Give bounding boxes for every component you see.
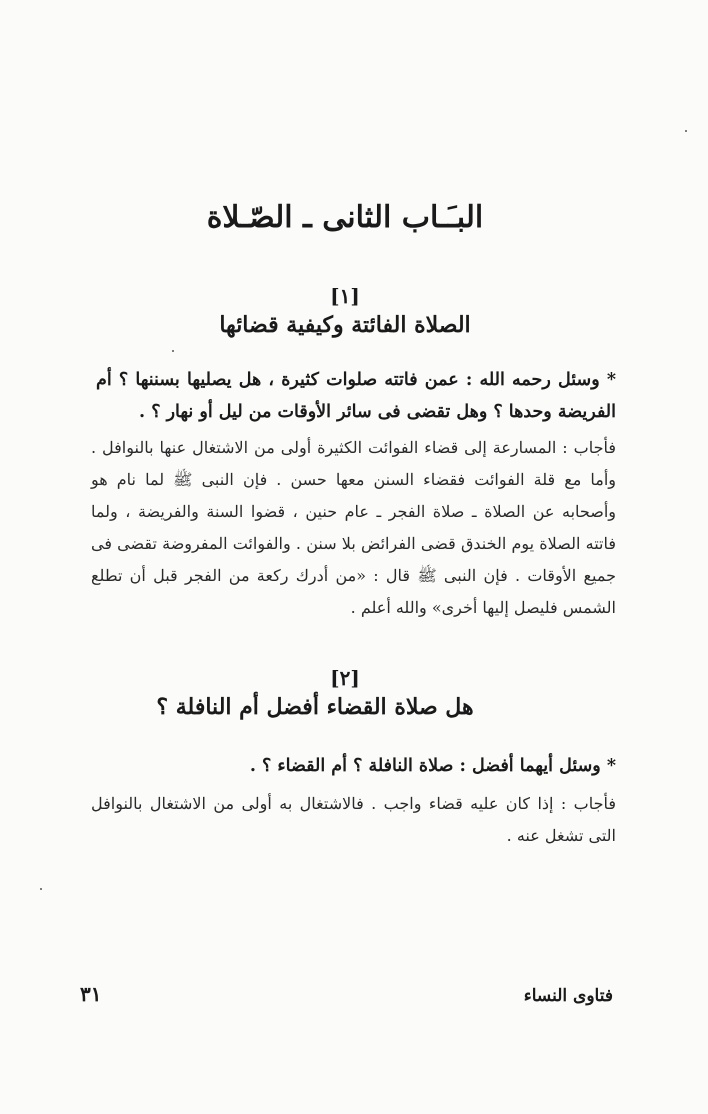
scan-speck: [40, 888, 42, 890]
section-2-answer: فأجاب : إذا كان عليه قضاء واجب . فالاشتغال به أولى من الاشتغال بالنوافل التى تشغل عنه .: [91, 794, 616, 845]
scan-speck: [172, 350, 174, 352]
book-title: فتاوى النساء: [523, 986, 613, 1006]
chapter-title: البـَـاب الثانى ـ الصّـلاة: [206, 200, 484, 235]
section-2-title: هل صلاة القضاء أفضل أم النافلة ؟: [156, 694, 474, 720]
scan-speck: [685, 130, 687, 132]
section-2-question: * وسئل أيهما أفضل : صلاة النافلة ؟ أم القضاء ؟ .: [249, 756, 616, 776]
section-1-number: [١]: [330, 284, 360, 308]
section-2-number: [٢]: [330, 666, 360, 690]
section-1-title: الصلاة الفائتة وكيفية قضائها: [219, 312, 471, 338]
section-1-question: * وسئل رحمه الله : عمن فاتته صلوات كثيرة ، هل يصليها بسننها ؟ أم الفريضة وحدها ؟ وهل تقضى فى سائر الأوقات من ليل أو نهار ؟ .: [96, 370, 616, 422]
page-number: ٣١: [80, 982, 102, 1006]
section-1-answer: فأجاب : المسارعة إلى قضاء الفوائت الكثيرة أولى من الاشتغال عنها بالنوافل . وأما مع قلة الفوائت فقضاء السنن معها حسن . فإن النبى ﷺ لما نام هو وأصحابه عن الصلاة ـ صلاة الفجر ـ عام حنين ، قضوا السنة والفريضة ، ولما فاتته الصلاة يوم الخندق قضى الفرائض بلا سنن . والفوائت المفروضة تقضى فى جميع الأوقات . فإن النبى ﷺ قال : «من أدرك ركعة من الفجر قبل أن تطلع الشمس فليصل إليها أخرى» والله أعلم .: [91, 438, 616, 617]
